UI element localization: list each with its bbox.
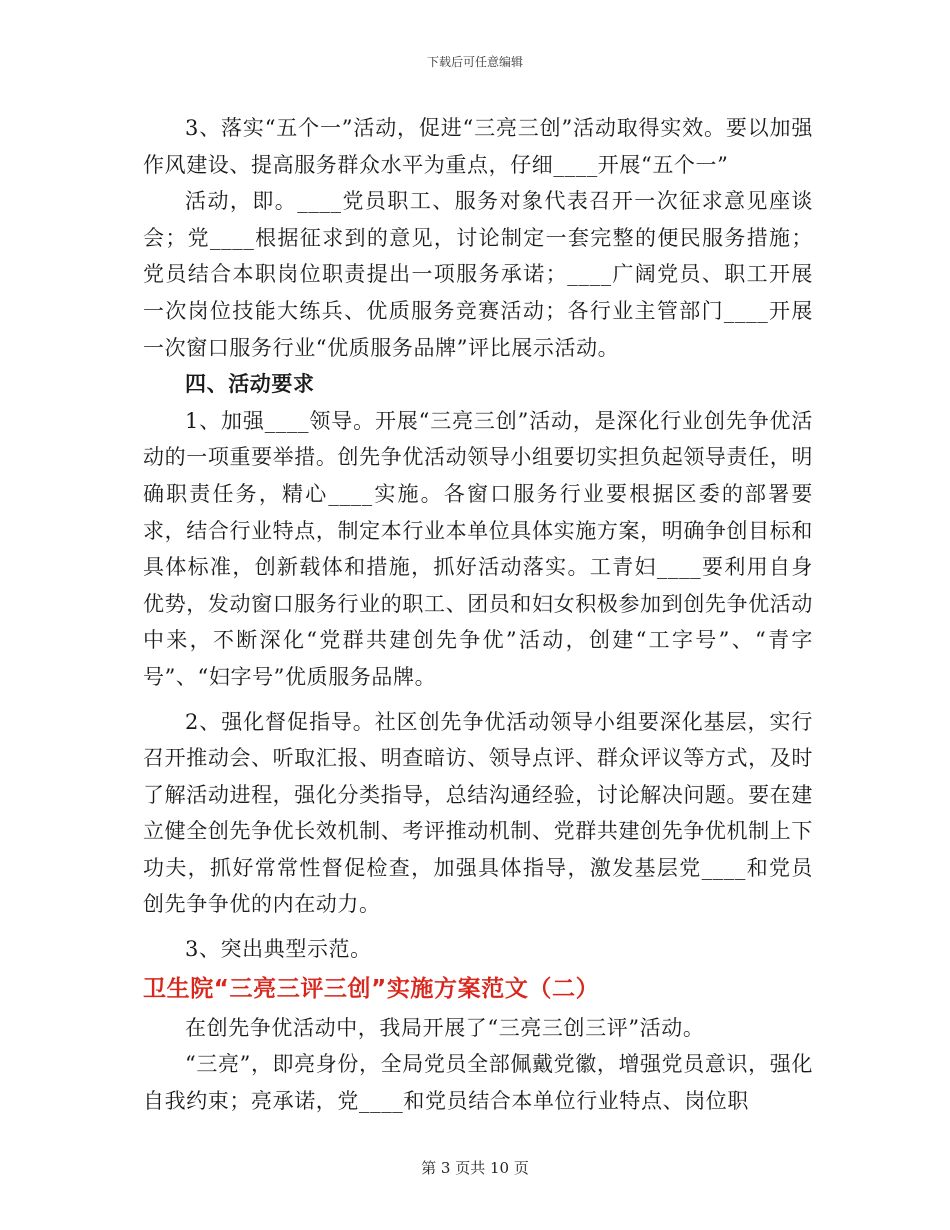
paragraph-three-shows: “三亮”，即亮身份，全局党员全部佩戴党徽，增强党员意识，强化自我约束；亮承诺，党____和党员结合本单位行业特点、岗位职 — [143, 1052, 813, 1113]
document-body — [143, 110, 813, 1119]
paragraph-activities: 活动，即。____党员职工、服务对象代表召开一次征求意见座谈会；党____根据征求到的意见，讨论制定一套完整的便民服务措施；党员结合本职岗位职责提出一项服务承诺；____广阔党员、职工开展一次岗位技能大练兵、优质服务竞赛活动；各行业主管部门____开展一次窗口服务行业“优质服务品牌”评比展示活动。 — [143, 189, 813, 360]
paragraph-leadership: 1、加强____领导。开展“三亮三创”活动，是深化行业创先争优活动的一项重要举措。创先争优活动领导小组要切实担负起领导责任，明确职责任务，精心____实施。各窗口服务行业要根据区委的部署要求，结合行业特点，制定本行业本单位具体实施方案，明确争创目标和具体标准，创新载体和措施，抓好活动落实。工青妇____要利用自身优势，发动窗口服务行业的职工、团员和妇女积极参加到创先争优活动中来，不断深化“党群共建创先争优”活动，创建“工字号”、“青字号”、“妇字号”优质服务品牌。 — [143, 408, 813, 689]
paragraph-supervision: 2、强化督促指导。社区创先争优活动领导小组要深化基层，实行召开推动会、听取汇报、明查暗访、领导点评、群众评议等方式，及时了解活动进程，强化分类指导，总结沟通经验，讨论解决问题。要在建立健全创先争优长效机制、考评推动机制、党群共建创先争优机制上下功夫，抓好常常性督促检查，加强具体指导，激发基层党____和党员创先争争优的内在动力。 — [143, 709, 813, 917]
section-title-red: 卫生院“三亮三评三创”实施方案范文（二） — [143, 975, 600, 1002]
paragraph-intro: 在创先争优活动中，我局开展了“三亮三创三评”活动。 — [185, 1015, 705, 1040]
header-note: 下载后可任意编辑 — [426, 55, 523, 69]
section-heading-requirements: 四、活动要求 — [185, 372, 315, 397]
paragraph-five-ones: 3、落实“五个一”活动，促进“三亮三创”活动取得实效。要以加强作风建设、提高服务群众水平为重点，仔细____开展“五个一” — [143, 116, 813, 177]
page-number: 第 3 页共 10 页 — [421, 1159, 529, 1177]
paragraph-typical-example: 3、突出典型示范。 — [185, 937, 372, 962]
